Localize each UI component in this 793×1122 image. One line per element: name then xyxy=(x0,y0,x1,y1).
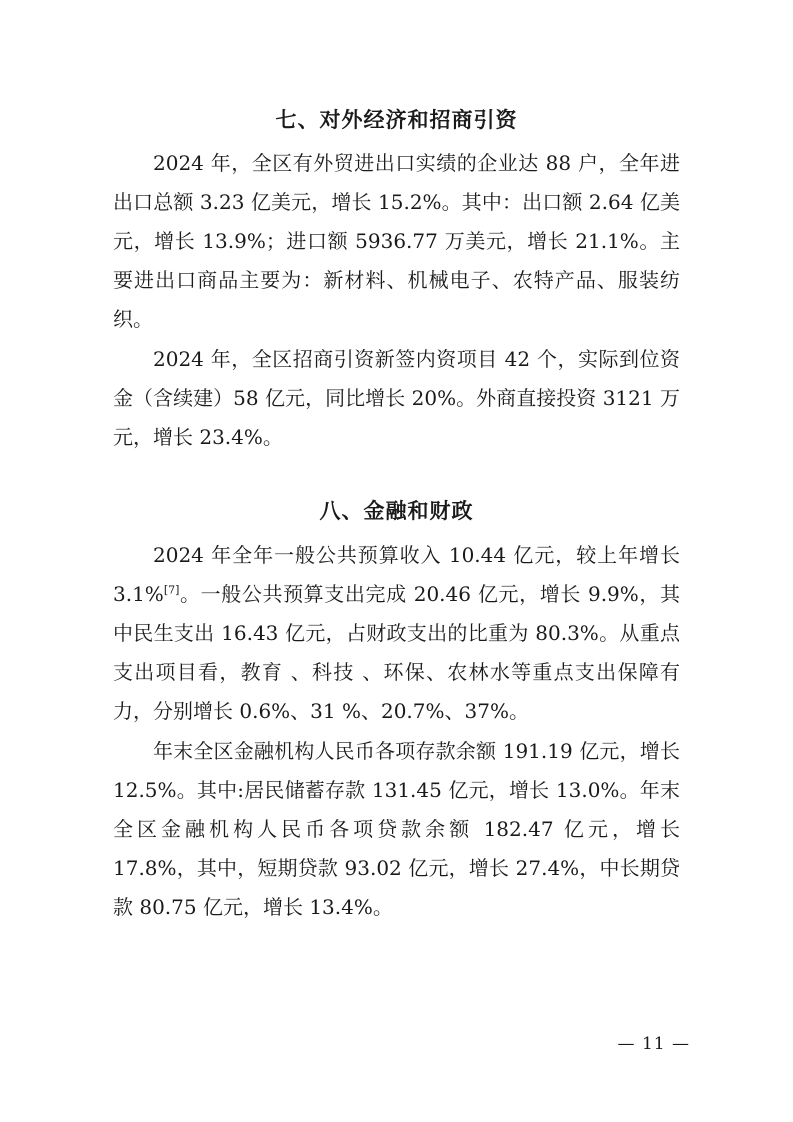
section-heading-foreign-economy: 七、对外经济和招商引资 xyxy=(275,108,518,132)
paragraph-investment-attraction: 2024 年，全区招商引资新签内资项目 42 个，实际到位资金（含续建）58 亿元，同比增长 20%。外商直接投资 3121 万元，增长 23.4%。 xyxy=(113,347,680,449)
budget-text-end: 。一般公共预算支出完成 20.46 亿元，增长 9.9%，其中民生支出 16.43 亿元，占财政支出的比重为 80.3%。从重点支出项目看，教育 、科技 、环保、农林水等重点支出保障有力，分别增长 0.6%、31 %、20.7%、37%。 xyxy=(113,582,680,723)
paragraph-public-budget xyxy=(113,536,680,731)
page-number: — 11 — xyxy=(617,1034,690,1054)
paragraph-foreign-trade: 2024 年，全区有外贸进出口实绩的企业达 88 户，全年进出口总额 3.23 亿美元，增长 15.2%。其中：出口额 2.64 亿美元，增长 13.9%；进口额 5936.77 万美元，增长 21.1%。主要进出口商品主要为：新材料、机械电子、农特产品、服装纺织。 xyxy=(113,151,680,331)
section-heading-finance: 八、金融和财政 xyxy=(319,499,474,523)
budget-text-start: 2024 年全年一般公共预算收入 10.44 亿元，较上年增长 3.1% xyxy=(113,543,680,606)
footnote-marker: [7] xyxy=(163,583,180,597)
paragraph-deposits-loans: 年末全区金融机构人民币各项存款余额 191.19 亿元，增长 12.5%。其中:居民储蓄存款 131.45 亿元，增长 13.0%。年末全区金融机构人民币各项贷款余额 182.47 亿元，增长 17.8%，其中，短期贷款 93.02 亿元，增长 27.4%，中长期贷款 80.75 亿元，增长 13.4%。 xyxy=(113,739,680,919)
